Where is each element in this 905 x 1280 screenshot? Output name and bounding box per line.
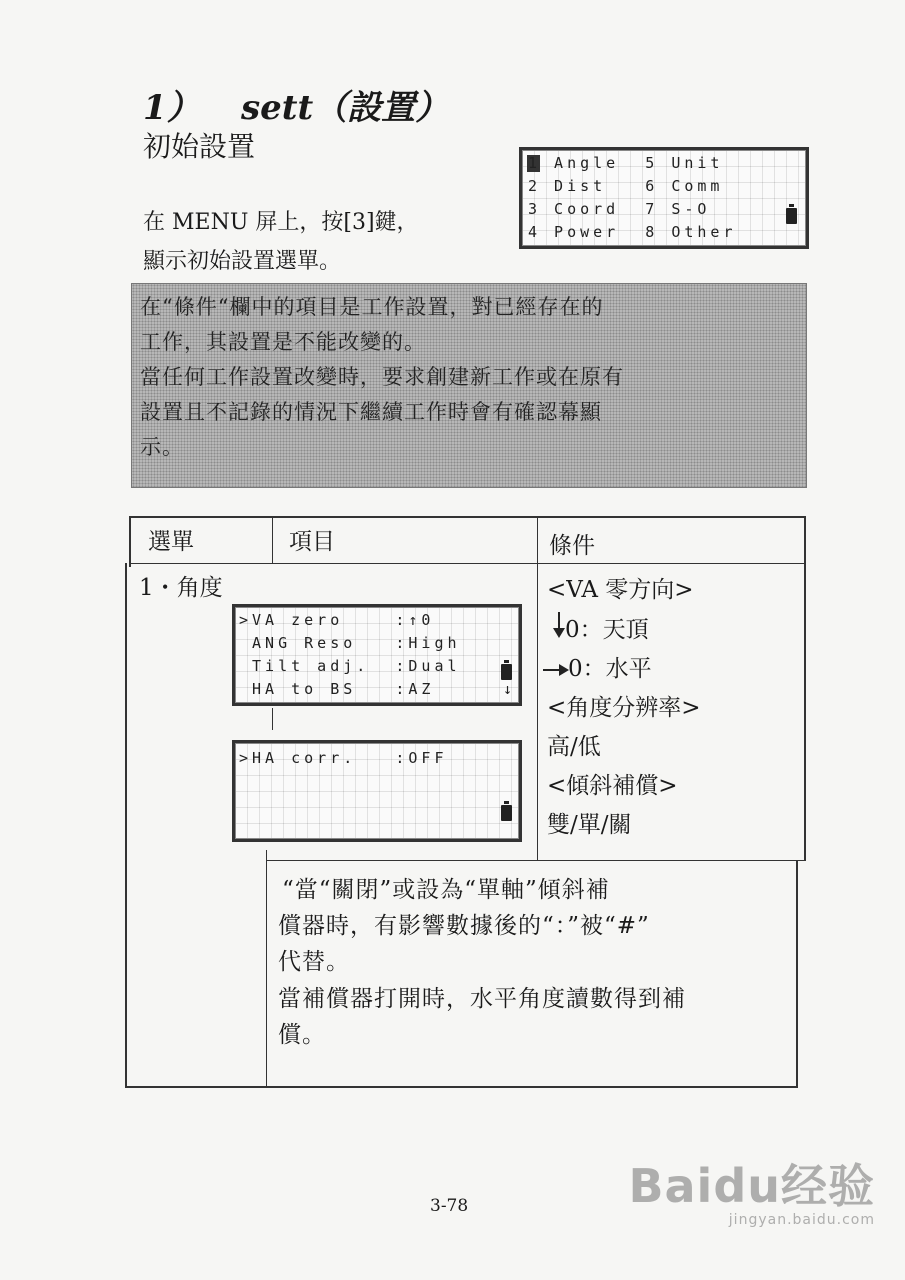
cond-tilt-header: <傾斜補償>	[547, 773, 678, 799]
cond-zenith: 0：天頂	[565, 617, 649, 643]
header-menu: 選單	[148, 529, 194, 555]
note-line-1: 在“條件“欄中的項目是工作設置，對已經存在的	[140, 295, 604, 319]
note-line-2: 工作，其設置是不能改變的。	[140, 330, 426, 354]
screen1-line-2: ANG Reso :High	[239, 634, 461, 652]
menu-item-2: 2 Dist 6 Comm	[528, 177, 724, 195]
right-arrow-icon	[543, 669, 565, 671]
screen2-line-1: >HA corr. :OFF	[239, 749, 448, 767]
table-note-line-3: 代替。	[278, 949, 350, 975]
section-heading	[143, 80, 449, 129]
menu-cell-angle: 1・角度	[139, 575, 223, 601]
table-border-right-upper	[804, 516, 806, 861]
table-col-divider-1	[272, 516, 273, 564]
section-number: 1）	[143, 88, 201, 128]
intro-line-2: 顯示初始設置選單。	[143, 249, 342, 274]
section-title: sett（設置）	[241, 88, 450, 128]
note-line-3: 當任何工作設置改變時，要求創建新工作或在原有	[140, 365, 624, 389]
battery-icon	[501, 805, 512, 821]
page-number: 3-78	[430, 1196, 469, 1216]
angle-lcd-screen-2	[232, 740, 522, 842]
subsection-title: 初始設置	[143, 130, 256, 163]
table-note-divider	[266, 860, 804, 861]
note-line-5: 示。	[140, 435, 184, 459]
down-arrow-icon	[558, 612, 560, 634]
watermark-logo: Baidu经验	[628, 1159, 875, 1213]
battery-icon	[501, 664, 512, 680]
table-note-line-4: 當補償器打開時，水平角度讀數得到補	[278, 986, 686, 1012]
header-condition: 條件	[549, 533, 595, 559]
table-note-line-1: “當“關閉”或設為“單軸”傾斜補	[282, 877, 610, 903]
menu-item-3: 3 Coord 7 S-O	[528, 200, 711, 218]
table-border-right-lower	[796, 860, 798, 1088]
menu-lcd-screen	[519, 147, 809, 249]
cond-reso-header: <角度分辨率>	[547, 695, 701, 721]
menu-item-1: 1 Angle 5 Unit	[528, 154, 724, 172]
note-box	[131, 283, 807, 488]
scroll-down-arrow-icon: ↓	[503, 680, 513, 698]
watermark-url: jingyan.baidu.com	[728, 1212, 875, 1228]
cond-horizontal: 0：水平	[568, 656, 652, 682]
table-note-left-border	[266, 850, 267, 1088]
table-col-divider-2	[537, 516, 538, 860]
screen-connector-line	[272, 708, 273, 730]
watermark	[628, 1150, 875, 1228]
table-note-line-5: 償。	[278, 1022, 326, 1048]
angle-lcd-screen-1	[232, 604, 522, 706]
screen1-line-4: HA to BS :AZ	[239, 680, 435, 698]
cond-tilt-values: 雙/單/關	[547, 812, 632, 838]
screen1-line-3: Tilt adj. :Dual	[239, 657, 461, 675]
table-border-bottom	[125, 1086, 797, 1088]
table-note-line-2: 償器時，有影響數據後的“：”被“#”	[278, 913, 650, 939]
screen1-line-1: >VA zero :↑0	[239, 611, 435, 629]
table-border-top	[129, 516, 806, 518]
cond-va-header: <VA 零方向>	[547, 577, 694, 603]
battery-icon	[786, 208, 797, 224]
header-item: 項目	[289, 529, 335, 555]
menu-item-4: 4 Power 8 Other	[528, 223, 737, 241]
intro-line-1: 在 MENU 屏上，按[3]鍵，	[143, 210, 419, 235]
note-line-4: 設置且不記錄的情況下繼續工作時會有確認幕顯	[140, 400, 602, 424]
table-border-left	[125, 563, 127, 1088]
cond-reso-values: 高/低	[547, 734, 601, 760]
table-header-divider	[129, 563, 806, 564]
table-border-left-upper	[129, 516, 131, 567]
